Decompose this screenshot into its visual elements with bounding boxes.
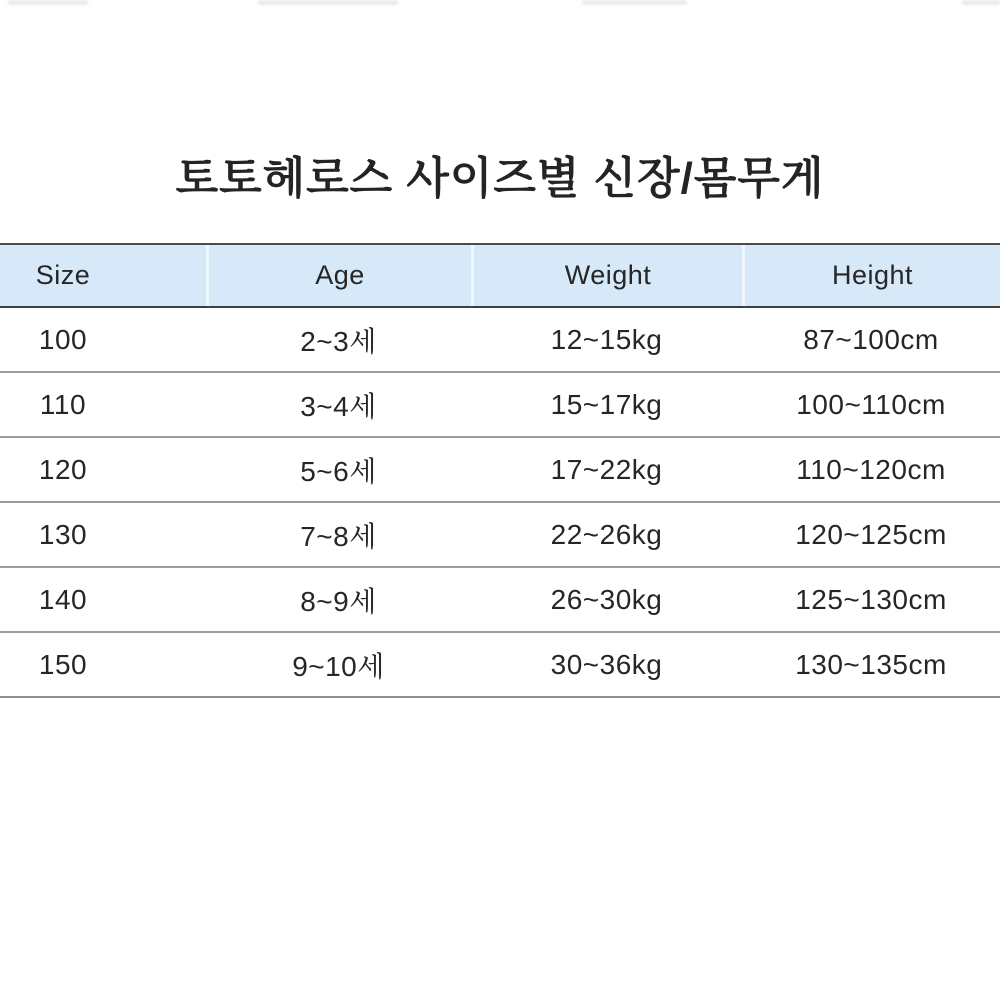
cell-age: 9~10세	[292, 650, 385, 682]
table-row	[0, 633, 1000, 698]
cell-age: 5~6세	[300, 455, 377, 487]
header-cell-size: Size	[35, 260, 91, 290]
table-header-row	[0, 245, 1000, 308]
cell-size: 110	[39, 388, 87, 420]
size-chart-table	[0, 243, 1000, 698]
table-row	[0, 438, 1000, 503]
cell-weight: 17~22kg	[550, 453, 663, 485]
cropped-text-smudge	[258, 0, 398, 5]
cell-weight: 30~36kg	[550, 648, 663, 680]
cell-age: 3~4세	[300, 390, 377, 422]
cell-weight: 22~26kg	[550, 518, 663, 550]
cell-height: 125~130cm	[795, 583, 947, 615]
cell-size: 150	[38, 648, 88, 680]
cell-size: 140	[38, 583, 88, 615]
cell-height: 87~100cm	[803, 323, 939, 355]
cell-age: 2~3세	[300, 325, 377, 357]
header-cell-age: Age	[206, 245, 471, 306]
cell-age: 8~9세	[300, 585, 377, 617]
cell-weight: 26~30kg	[550, 583, 663, 615]
cell-height: 110~120cm	[796, 453, 946, 485]
cell-age: 7~8세	[300, 520, 377, 552]
cropped-text-smudge	[582, 0, 687, 5]
cell-size: 100	[38, 323, 88, 355]
cell-size: 120	[38, 453, 88, 485]
table-row	[0, 308, 1000, 373]
header-cell-height: Height	[742, 245, 1000, 306]
cell-weight: 15~17kg	[550, 388, 663, 420]
table-row	[0, 373, 1000, 438]
cropped-text-smudge	[962, 0, 1000, 5]
cell-size: 130	[38, 518, 88, 550]
table-row	[0, 568, 1000, 633]
header-cell-weight: Weight	[471, 245, 742, 306]
cell-weight: 12~15kg	[550, 323, 663, 355]
table-row	[0, 503, 1000, 568]
cell-height: 120~125cm	[795, 518, 947, 550]
cell-height: 130~135cm	[795, 648, 947, 680]
cell-height: 100~110cm	[796, 388, 946, 420]
cropped-content-artifact	[0, 0, 1000, 10]
page-title: 토토헤로스 사이즈별 신장/몸무게	[175, 154, 825, 203]
cropped-text-smudge	[8, 0, 88, 5]
